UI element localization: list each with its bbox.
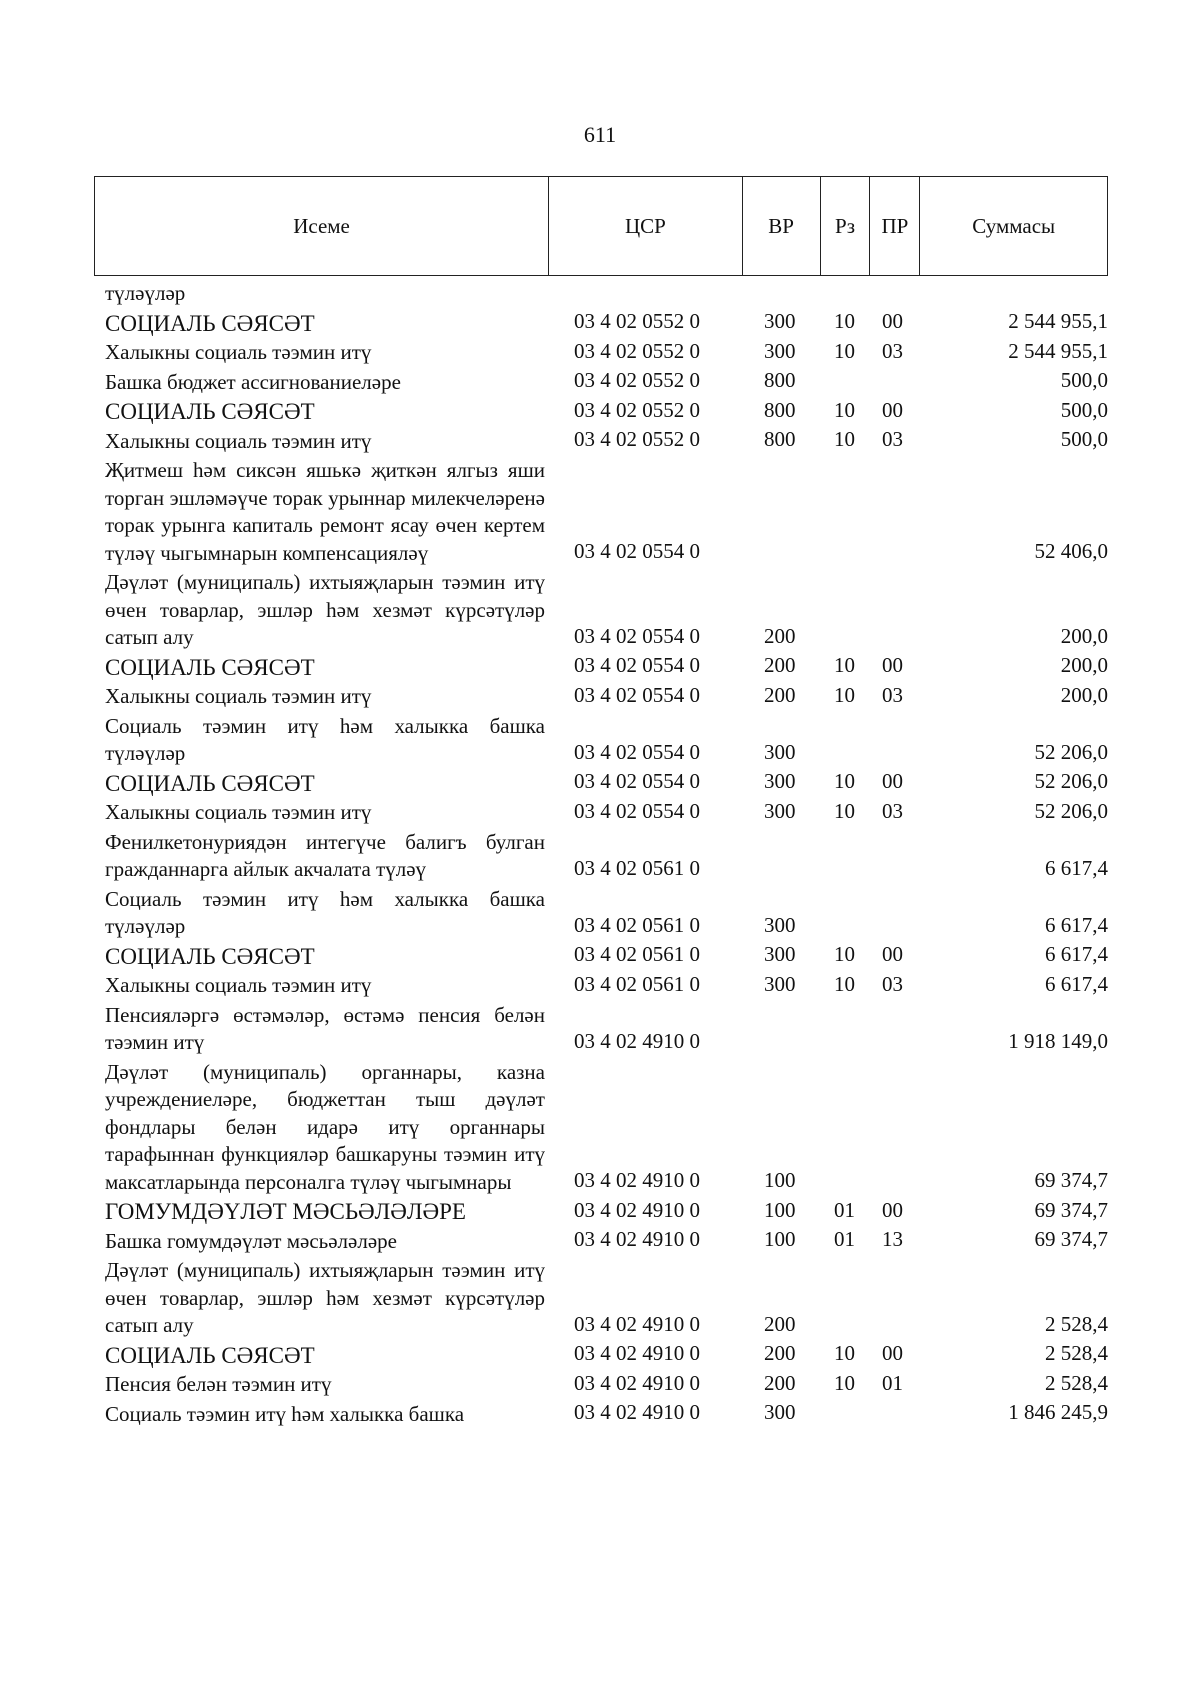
row-vr: 300 [764, 309, 796, 333]
row-sum: 6 617,4 [1045, 912, 1108, 937]
row-name: СОЦИАЛЬ СӘЯСӘТ [105, 770, 315, 796]
row-sum: 52 206,0 [1034, 769, 1108, 793]
row-name: Дәүләт (муниципаль) ихтыяҗларын тәэмин итү өчен товарлар, эшләр һәм хезмәт күрсәтүләр сатып алу [105, 1258, 545, 1337]
row-vr: 800 [764, 427, 796, 451]
row-csr: 03 4 02 0554 0 [574, 682, 700, 707]
row-sum: 69 374,7 [1034, 1227, 1108, 1251]
row-vr: 300 [764, 971, 796, 996]
table-row [0, 337, 1200, 367]
row-pr: 03 [882, 338, 903, 363]
row-pr: 00 [882, 653, 903, 677]
row-name: Башка бюджет ассигнованиеләре [105, 369, 401, 394]
row-pr: 00 [882, 397, 903, 422]
row-vr: 300 [764, 912, 796, 937]
row-csr: 03 4 02 0554 0 [574, 653, 700, 677]
row-vr: 300 [764, 1400, 796, 1424]
row-rz: 10 [834, 1370, 855, 1395]
table-row [0, 1399, 1200, 1429]
row-rz: 10 [834, 397, 855, 422]
row-vr: 100 [764, 1227, 796, 1251]
row-csr: 03 4 02 0552 0 [574, 397, 700, 422]
row-rz: 10 [834, 653, 855, 677]
row-sum: 200,0 [1060, 653, 1108, 677]
row-csr: 03 4 02 4910 0 [574, 1370, 700, 1395]
row-pr: 13 [882, 1227, 903, 1251]
row-name: Дәүләт (муниципаль) органнары, казна учреждениеләре, бюджеттан тыш дәүләт фондлары белән идарә итү органнары тарафыннан функцияләр башкаруны тәэмин итү максатларында персоналга түләү чыгымнары [105, 1059, 545, 1194]
row-vr: 100 [764, 1197, 796, 1222]
row-csr: 03 4 02 0552 0 [574, 427, 700, 451]
table-row [0, 797, 1200, 827]
row-sum: 2 544 955,1 [1008, 309, 1108, 333]
row-name: Дәүләт (муниципаль) ихтыяҗларын тәэмин итү өчен товарлар, эшләр һәм хезмәт күрсәтүләр сатып алу [105, 570, 545, 649]
row-pr: 00 [882, 309, 903, 333]
row-vr: 200 [764, 623, 796, 648]
row-vr: 200 [764, 1311, 796, 1336]
row-csr: 03 4 02 0554 0 [574, 539, 700, 563]
row-pr: 03 [882, 971, 903, 996]
header-name: Исеме [95, 177, 549, 275]
table-header [94, 176, 1108, 276]
row-vr: 300 [764, 769, 796, 793]
table-row [0, 426, 1200, 456]
row-vr: 800 [764, 368, 796, 392]
row-sum: 6 617,4 [1045, 971, 1108, 996]
row-name: Социаль тәэмин итү һәм халыкка башка түләүләр [105, 713, 545, 765]
table-row [0, 367, 1200, 397]
row-name: Пенсияләргә өстәмәләр, өстәмә пенсия белән тәэмин итү [105, 1002, 545, 1054]
row-csr: 03 4 02 4910 0 [574, 1311, 700, 1336]
row-csr: 03 4 02 4910 0 [574, 1028, 700, 1053]
row-csr: 03 4 02 0552 0 [574, 309, 700, 333]
row-csr: 03 4 02 0561 0 [574, 971, 700, 996]
row-name: Фенилкетонуриядән интегүче балигъ булган гражданнарга айлык акчалата түләү [105, 829, 545, 881]
row-name: Халыкны социаль тәэмин итү [105, 428, 372, 453]
row-name: СОЦИАЛЬ СӘЯСӘТ [105, 399, 315, 424]
header-sum: Суммасы [972, 213, 1056, 238]
row-sum: 1 918 149,0 [1008, 1028, 1108, 1053]
table-body [0, 278, 1200, 1428]
row-name: Социаль тәэмин итү һәм халыкка башка түләүләр [105, 886, 545, 938]
row-vr: 300 [764, 798, 796, 823]
row-csr: 03 4 02 0554 0 [574, 739, 700, 764]
row-name: түләүләр [105, 281, 186, 305]
row-sum: 6 617,4 [1045, 942, 1108, 966]
row-vr: 300 [764, 739, 796, 764]
row-rz: 01 [834, 1227, 855, 1251]
row-sum: 2 544 955,1 [1008, 338, 1108, 363]
row-sum: 500,0 [1060, 427, 1108, 451]
row-csr: 03 4 02 4910 0 [574, 1341, 700, 1365]
table-row [0, 567, 1200, 652]
row-csr: 03 4 02 4910 0 [574, 1227, 700, 1251]
row-sum: 52 206,0 [1034, 798, 1108, 823]
table-row [0, 278, 1200, 308]
row-sum: 69 374,7 [1034, 1197, 1108, 1222]
row-rz: 10 [834, 942, 855, 966]
table-row [0, 1255, 1200, 1340]
row-name: Халыкны социаль тәэмин итү [105, 973, 372, 997]
row-name: СОЦИАЛЬ СӘЯСӘТ [105, 654, 315, 680]
row-name: Халыкны социаль тәэмин итү [105, 684, 372, 708]
row-vr: 200 [764, 682, 796, 707]
row-name: СОЦИАЛЬ СӘЯСӘТ [105, 943, 315, 969]
row-pr: 00 [882, 1341, 903, 1365]
row-vr: 300 [764, 338, 796, 363]
row-name: СОЦИАЛЬ СӘЯСӘТ [105, 1342, 315, 1368]
row-sum: 1 846 245,9 [1008, 1400, 1108, 1424]
header-pr: ПР [870, 177, 920, 275]
row-sum: 6 617,4 [1045, 855, 1108, 880]
row-sum: 2 528,4 [1045, 1370, 1108, 1395]
row-rz: 10 [834, 1341, 855, 1365]
row-name: Халыкны социаль тәэмин итү [105, 800, 372, 824]
row-csr: 03 4 02 0554 0 [574, 623, 700, 648]
table-row [0, 1196, 1200, 1226]
page-number: 611 [583, 122, 617, 147]
table-row [0, 1369, 1200, 1399]
row-csr: 03 4 02 0554 0 [574, 769, 700, 793]
row-csr: 03 4 02 4910 0 [574, 1197, 700, 1222]
row-rz: 10 [834, 769, 855, 793]
row-sum: 2 528,4 [1045, 1341, 1108, 1365]
table-row [0, 827, 1200, 884]
row-csr: 03 4 02 0554 0 [574, 798, 700, 823]
row-pr: 00 [882, 769, 903, 793]
row-csr: 03 4 02 4910 0 [574, 1168, 700, 1192]
table-row [0, 941, 1200, 971]
row-vr: 200 [764, 653, 796, 677]
row-pr: 00 [882, 1197, 903, 1222]
row-sum: 52 206,0 [1034, 739, 1108, 764]
row-vr: 800 [764, 397, 796, 422]
row-name: Җитмеш һәм сиксән яшькә җиткән ялгыз яши торган эшләмәүче торак урыннар милекчеләренә торак урынга капиталь ремонт ясау өчен кертем түләү чыгымнарын компенсацияләү [105, 458, 545, 565]
table-row [0, 970, 1200, 1000]
row-csr: 03 4 02 0552 0 [574, 368, 700, 392]
row-vr: 100 [764, 1168, 796, 1192]
row-rz: 10 [834, 309, 855, 333]
row-sum: 2 528,4 [1045, 1311, 1108, 1336]
table-row [0, 1226, 1200, 1256]
row-rz: 10 [834, 682, 855, 707]
row-pr: 03 [882, 682, 903, 707]
table-row [0, 396, 1200, 426]
row-pr: 00 [882, 942, 903, 966]
row-sum: 500,0 [1060, 397, 1108, 422]
row-pr: 03 [882, 798, 903, 823]
row-vr: 200 [764, 1341, 796, 1365]
table-row [0, 652, 1200, 682]
header-csr: ЦСР [549, 177, 743, 275]
row-csr: 03 4 02 4910 0 [574, 1400, 700, 1424]
row-name: Башка гомумдәүләт мәсьәләләре [105, 1228, 397, 1253]
row-csr: 03 4 02 0561 0 [574, 912, 700, 937]
row-pr: 01 [882, 1370, 903, 1395]
table-row [0, 1057, 1200, 1197]
row-rz: 10 [834, 798, 855, 823]
row-sum: 52 406,0 [1034, 539, 1108, 563]
row-sum: 200,0 [1060, 623, 1108, 648]
table-row [0, 1340, 1200, 1370]
row-rz: 01 [834, 1197, 855, 1222]
header-rz: Рз [821, 177, 871, 275]
row-vr: 200 [764, 1370, 796, 1395]
row-name: Социаль тәэмин итү һәм халыкка башка [105, 1401, 465, 1426]
row-sum: 69 374,7 [1034, 1168, 1108, 1192]
row-csr: 03 4 02 0561 0 [574, 942, 700, 966]
table-row [0, 455, 1200, 567]
row-rz: 10 [834, 971, 855, 996]
table-row [0, 711, 1200, 768]
table-row [0, 681, 1200, 711]
row-name: ГОМУМДӘҮЛӘТ МӘСЬӘЛӘЛӘРЕ [105, 1199, 466, 1224]
row-vr: 300 [764, 942, 796, 966]
table-row [0, 1000, 1200, 1057]
row-sum: 200,0 [1060, 682, 1108, 707]
row-pr: 03 [882, 427, 903, 451]
row-name: Пенсия белән тәэмин итү [105, 1372, 332, 1396]
table-row [0, 308, 1200, 338]
row-rz: 10 [834, 338, 855, 363]
row-sum: 500,0 [1060, 368, 1108, 392]
row-name: СОЦИАЛЬ СӘЯСӘТ [105, 310, 315, 336]
table-row [0, 768, 1200, 798]
row-csr: 03 4 02 0552 0 [574, 338, 700, 363]
row-rz: 10 [834, 427, 855, 451]
header-vr: ВР [743, 177, 821, 275]
row-name: Халыкны социаль тәэмин итү [105, 340, 372, 364]
row-csr: 03 4 02 0561 0 [574, 855, 700, 880]
table-row [0, 884, 1200, 941]
